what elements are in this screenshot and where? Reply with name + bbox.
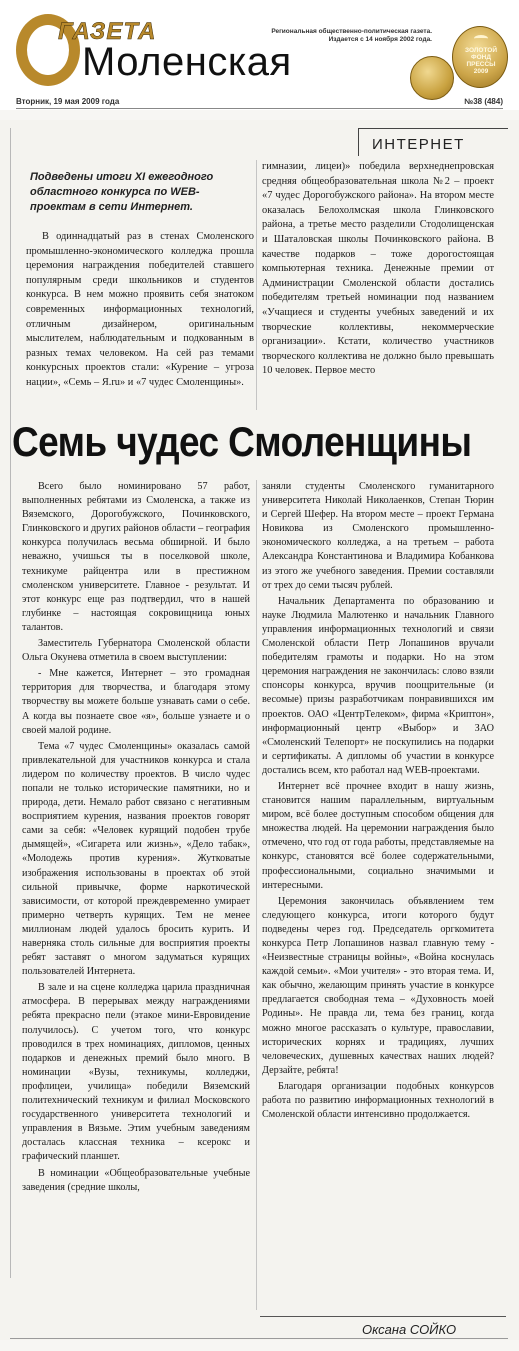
masthead-title: Моленская (82, 40, 292, 84)
masthead-tagline (262, 28, 432, 44)
tagline-line-1: Региональная общественно-политическая газета. (271, 28, 432, 35)
masthead (0, 0, 519, 110)
article-author: Оксана СОЙКО (362, 1322, 457, 1337)
article-lead: Подведены итоги XI ежегодного областного конкурса по WEB-проектам в сети Интернет. (30, 171, 214, 213)
gold-fund-medal-icon (452, 26, 508, 88)
crown-icon (474, 35, 488, 42)
issue-date: Вторник, 19 мая 2009 года (16, 97, 120, 106)
paragraph: - Мне кажется, Интернет – это громадная территория для творчества, и благодаря этому творчеству вы можете больше узнавать сами о себе. А когда вы познаете свое «я», больше узнаете и о своей малой родине. (22, 668, 250, 736)
column-divider (256, 160, 257, 410)
column-bottom-right (262, 480, 494, 1124)
masthead-gazeta: ГАЗЕТА (58, 18, 157, 45)
author-divider (260, 1316, 506, 1317)
issue-number: №38 (484) (464, 97, 503, 106)
paragraph: Всего было номинировано 57 работ, выполненных ребятами из Смоленска, а также из Вяземского, Дорогобужского, Починковского, Глинковского и других районов области – география конкурса получилась весьма обширной. И было неважно, учишься ты в поселковой школе, техникуме райцентра или в престижном смоленском университете. Главное - результат. И этот конкурс еще раз подтвердил, что в нашей глубинке – настоящая сокровищница юных талантов. (22, 481, 251, 633)
paragraph: В одиннадцатый раз в стенах Смоленского промышленно-экономического колледжа прошла церемония награждения победителей ставшего популярным среди школьников и студентов конкурса. В нем можно проявить себя знатоком современных информационных технологий, отличным дизайнером, оригинальным мыслителем, наблюдательным и подкованным в разных темах человеком. На сей раз темами конкурсных проектов стали: «Курение – угроза нации», «Семь – Я.ru» и «7 чудес Смоленщины». (26, 231, 254, 388)
column-top-right (262, 160, 494, 381)
section-label: ИНТЕРНЕТ (372, 136, 465, 153)
medal-icon (410, 56, 454, 100)
article-headline: Семь чудес Смоленщины (12, 419, 472, 466)
paragraph: В зале и на сцене колледжа царила праздничная атмосфера. В перерывах между награждениями ребята прекрасно пели (этакое мини-Евровидение получилось). С учетом того, что конкурс проводился в трех номинациях, дипломов, ценных подарков и денежных премий было много. В номинации «Вузы, техникумы, колледжи, профлицеи, училища» победили Вяземский политехнический техникум и филиал Московского государственного университета технологий и управления в Вязьме. Этим учебным заведениям досталась классная техника – ксерокс и графический планшет. (22, 982, 250, 1163)
paragraph: Заместитель Губернатора Смоленской области Ольга Окунева отметила в своем выступлении: (22, 638, 250, 664)
column-divider (256, 480, 257, 1310)
paragraph: Церемония закончилась объявлением тем следующего конкурса, итоги которого будут подведены через год. Председатель оргкомитета конкурса Петр Лопашинов назвал главную тему - «Неизвестные страницы войны», «Война коснулась каждой семьи». «Мои учителя» - это вторая тема. И, как обычно, желающим принять участие в конкурсе предлагается свободная тема – «Духовность моей Родины». Не правда ли, тема без границ, когда можно многое рассказать о культуре, православии, исторических корнях и традициях, лучших человеческих, душевных качествах наших людей? Дерзайте, ребята! (262, 895, 494, 1076)
clipping-bottom-rule (10, 1338, 508, 1339)
paragraph: Начальник Департамента по образованию и науке Людмила Малютенко и начальник Главного управления информационных технологий и связи Смоленской области Петр Лопашинов вручали победителям грамоты и подарки. Но на этом церемония награждения не закончилась: слово взяли спонсоры конкурса, вручив поощрительные (и весомые) призы разработчикам понравившихся им проектов. ОАО «ЦентрТелеком», фирма «Криптон», информационный центр «Выбор» и ЗАО «Смоленский Телепорт» не поскупились на подарки и сертификаты. А дипломы об участии в конкурсе достались всем, кто работал над WEB-проектами. (262, 595, 494, 776)
paragraph: Тема «7 чудес Смоленщины» оказалась самой привлекательной для участников конкурса и стала лидером по количеству проектов. В число чудес попали не только исторические памятники, но и природа, дети. Немало работ связано с негативным восприятием курения, названия проектов говорят сами за себя: «Человек курящий подобен трубе дымящей», «Сигарета или жизнь», «Дело табак», «Молодежь против курения». Жутковатые изображения использованы в проектах об этой сильной привычке, форме наркотической зависимости, от которой преждевременно умирает примерно четверть курящих. Тем не менее миллионам людей удалось бросить курить. И наверняка столь сильные для восприятия проекты ребят заставят о многом задуматься курящих пользователей Интернета. (22, 740, 250, 978)
paragraph: Благодаря организации подобных конкурсов работа по развитию информационных технологий в Смоленской области интенсивно продолжается. (262, 1080, 494, 1121)
paragraph: Интернет всё прочнее входит в нашу жизнь, становится нашим параллельным, виртуальным миром, всё более доступным способом общения для множества людей. На церемонии награждения было отмечено, что год от года работы, представляемые на конкурс, становятся всё более содержательными, профессиональными, социально значимыми и интересными. (262, 780, 494, 891)
clipping-left-rule (10, 128, 11, 1278)
paragraph: заняли студенты Смоленского гуманитарного университета Николай Николаенков, Степан Тюрин и Сергей Шефер. На втором месте – проект Германа Новикова из Смоленского промышленно-экономического колледжа, а на третьем – работа Александра Константинова и Владимира Кобанкова из этого же учебного заведения. Премии составляли от трех до семи тысяч рублей. (262, 481, 494, 591)
column-top-left (26, 230, 254, 393)
medal-text: ЗОЛОТОЙ ФОНД ПРЕССЫ 2009 (464, 47, 498, 75)
masthead-divider (16, 108, 503, 109)
tagline-line-2: Издается с 14 ноября 2002 года. (328, 36, 432, 43)
column-bottom-left (22, 480, 250, 1197)
paragraph: гимназии, лицеи)» победила верхнеднепровская средняя общеобразовательная школа №2 – проект «7 чудес Дорогобужского района». На втором месте оказалась Белохолмская школа Глинковского района, а третье место разделили Стодолищенская и Шаталовская школы Починковского района. В качестве подарков – тоже дорогостоящая компьютерная техника. Денежные премии от Администрации Смоленской области достались победителям третьей номинации под названием «Учащиеся и студенты учебных заведений и их творческие коллективы, некоммерческие организации». Кстати, количество участников творческого коллектива не должно было превышать 10 человек. Первое место (262, 161, 494, 377)
paragraph: В номинации «Общеобразовательные учебные заведения (средние школы, (22, 1167, 250, 1193)
